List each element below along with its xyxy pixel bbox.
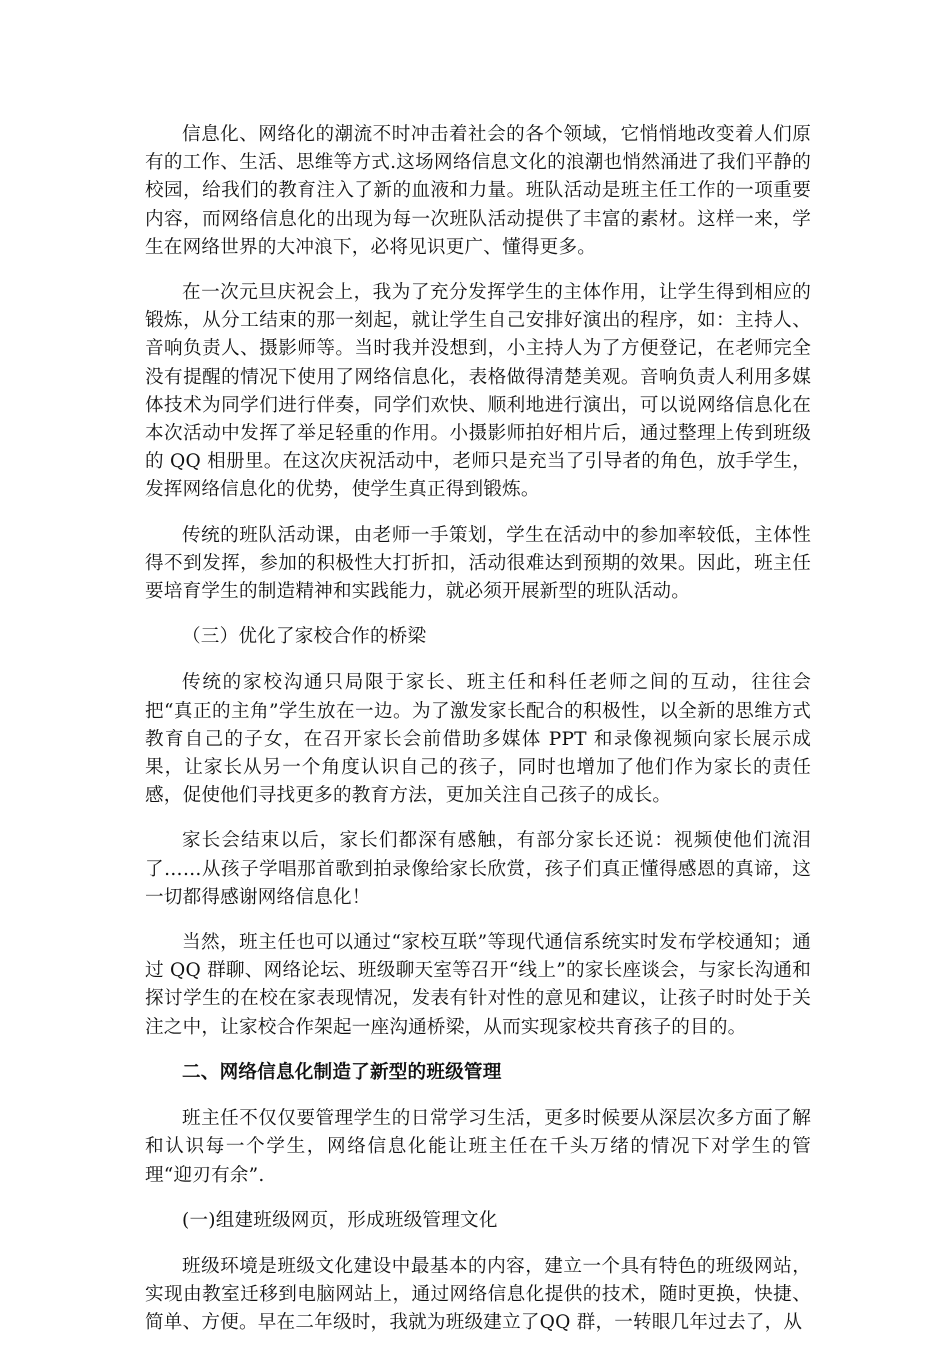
section-heading-class-management: 二、网络信息化制造了新型的班级管理 bbox=[182, 1061, 502, 1083]
paragraph-intro: 信息化、网络化的潮流不时冲击着社会的各个领域，它悄悄地改变着人们原有的工作、生活、思维等方式.这场网络信息文化的浪潮也悄然涌进了我们平静的校园，给我们的教育注入了新的血液和力量。班队活动是班主任工作的一项重要内容，而网络信息化的出现为每一次班队活动提供了丰富的素材。这样一来，学生在网络世界的大冲浪下，必将见识更广、懂得更多。 bbox=[145, 124, 811, 258]
document-body bbox=[145, 121, 811, 1355]
paragraph-new-year-event: 在一次元旦庆祝会上，我为了充分发挥学生的主体作用，让学生得到相应的锻炼，从分工结束的那一刻起，就让学生自己安排好演出的程序，如：主持人、音响负责人、摄影师等。当时我并没想到，小主持人为了方便登记，在老师完全没有提醒的情况下使用了网络信息化，表格做得清楚美观。音响负责人利用多媒体技术为同学们进行伴奏，同学们欢快、顺利地进行演出，可以说网络信息化在本次活动中发挥了举足轻重的作用。小摄影师拍好相片后，通过整理上传到班级的 QQ 相册里。在这次庆祝活动中，老师只是充当了引导者的角色，放手学生，发挥网络信息化的优势，使学生真正得到锻炼。 bbox=[145, 282, 811, 501]
paragraph-class-website: 班级环境是班级文化建设中最基本的内容，建立一个具有特色的班级网站，实现由教室迁移到电脑网站上，通过网络信息化提供的技术，随时更换，快捷、简单、方便。早在二年级时，我就为班级建立了QQ 群，一转眼几年过去了，从 bbox=[145, 1255, 811, 1334]
paragraph-online-meetings: 当然，班主任也可以通过“家校互联”等现代通信系统实时发布学校通知；通过 QQ 群聊、网络论坛、班级聊天室等召开“线上”的家长座谈会，与家长沟通和探讨学生的在校在家表现情况，发表有针对性的意见和建议，让孩子时时处于关注之中，让家校合作架起一座沟通桥梁，从而实现家校共育孩子的目的。 bbox=[145, 932, 811, 1038]
section-subheading-class-webpage: (一)组建班级网页，形成班级管理文化 bbox=[182, 1209, 498, 1231]
paragraph-traditional-class-activity: 传统的班队活动课，由老师一手策划，学生在活动中的参加率较低，主体性得不到发挥，参加的积极性大打折扣，活动很难达到预期的效果。因此，班主任要培育学生的制造精神和实践能力，就必须开展新型的班队活动。 bbox=[145, 524, 811, 603]
paragraph-management-intro: 班主任不仅仅要管理学生的日常学习生活，更多时候要从深层次多方面了解和认识每一个学生，网络信息化能让班主任在千头万绪的情况下对学生的管理“迎刃有余”. bbox=[145, 1108, 811, 1186]
paragraph-parent-meeting: 家长会结束以后，家长们都深有感触，有部分家长还说：视频使他们流泪了……从孩子学唱那首歌到拍录像给家长欣赏，孩子们真正懂得感恩的真谛，这一切都得感谢网络信息化！ bbox=[145, 830, 811, 908]
paragraph-home-school-communication: 传统的家校沟通只局限于家长、班主任和科任老师之间的互动，往往会把“真正的主角”学生放在一边。为了激发家长配合的积极性，以全新的思维方式教育自己的子女，在召开家长会前借助多媒体 PPT 和录像视频向家长展示成果，让家长从另一个角度认识自己的孩子，同时也增加了他们作为家长的责任感，促使他们寻找更多的教育方法，更加关注自己孩子的成长。 bbox=[145, 672, 811, 807]
section-subheading-home-school: （三）优化了家校合作的桥梁 bbox=[182, 626, 427, 648]
